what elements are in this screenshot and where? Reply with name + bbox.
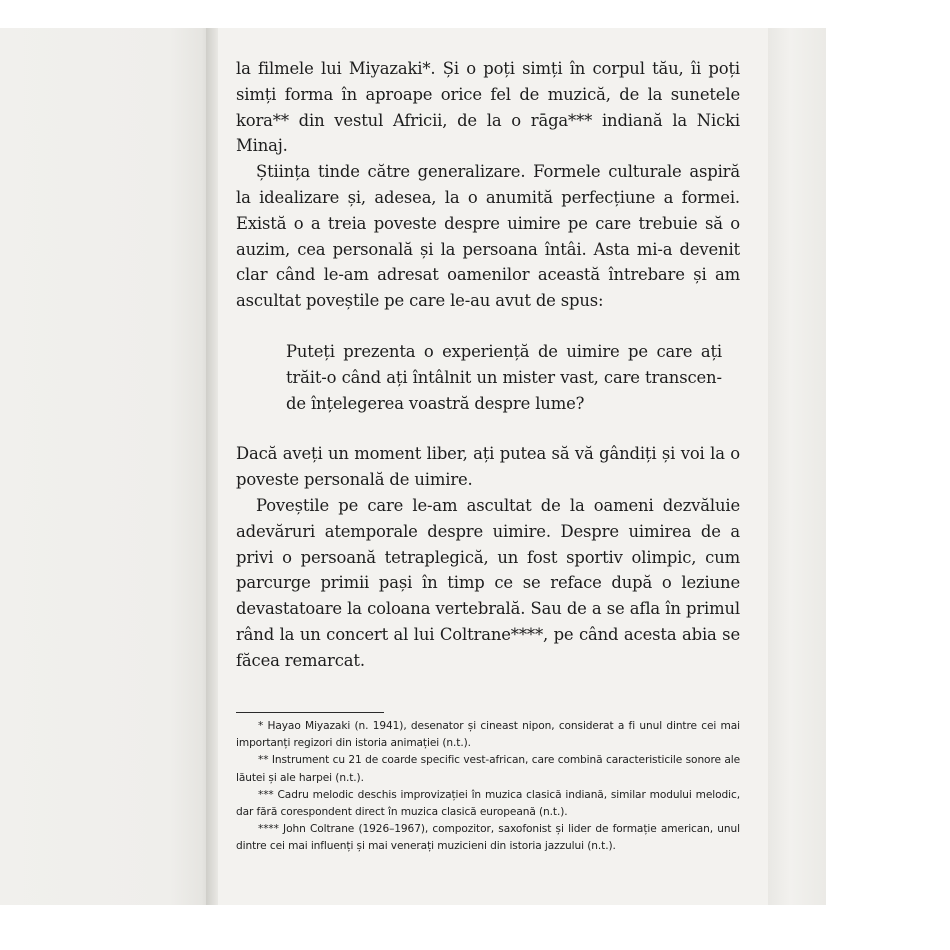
paragraph-2: Știința tinde către generalizare. Formele culturale aspiră la idealizare și, adesea, la o anumită perfecțiune a formei. Există o a treia poveste despre uimire pe care trebuie să o auzim, cea personală și la persoana întâi. Asta mi-a devenit clar când le-am adresat oamenilor această întrebare și am ascultat poveștile pe care le-au avut de spus: [236,162,740,311]
footnote-4: **** John Coltrane (1926–1967), compozitor, saxofonist și lider de formație american, unul dintre cei mai influenți și mai venerați muzicieni din istoria jazzului (n.t.). [236,823,740,853]
page-stack-edge [766,28,826,905]
paragraph-1: la filmele lui Miyazaki*. Și o poți simți în corpul tău, îi poți simți forma în aproape orice fel de muzică, de la sunetele kora** din vestul Africii, de la o rāga*** indiană la Nicki Minaj. [236,59,740,156]
footnote-3: *** Cadru melodic deschis improvizației în muzica clasică indiană, similar modului melodic, dar fără corespondent direct în muzica clasică europeană (n.t.). [236,788,740,819]
footnote-2: ** Instrument cu 21 de coarde specific vest-african, care combină caracteristicile sonore ale lăutei și ale harpei (n.t.). [236,754,740,784]
paragraph-3: Dacă aveți un moment liber, ați putea să vă gândiți și voi la o poveste personală de uimire. [236,444,740,490]
right-page [216,28,768,905]
block-quote: Puteți prezenta o experiență de uimire pe care ați trăit-o când ați întâlnit un mister vast, care transcende înțelegerea voastră despre lume? [286,341,722,413]
paragraph-4: Poveștile pe care le-am ascultat de la oameni dezvăluie adevăruri atemporale despre uimire. Despre uimirea de a privi o persoană tetraplegică, un fost sportiv olimpic, cum parcurge primii pași în timp ce se reface după o leziune devastatoare la coloana vertebrală. Sau de a se afla în primul rând la un concert al lui Coltrane****, pe când acesta abia se făcea remarcat. [236,495,740,670]
footnote-divider [236,712,384,713]
left-page [0,28,212,905]
body-text [236,56,740,674]
footnotes [236,718,740,856]
book-gutter [206,28,218,905]
footnote-1: * Hayao Miyazaki (n. 1941), desenator și cineast nipon, considerat a fi unul dintre cei mai importanți regizori din istoria animației (n.t.). [236,720,740,750]
